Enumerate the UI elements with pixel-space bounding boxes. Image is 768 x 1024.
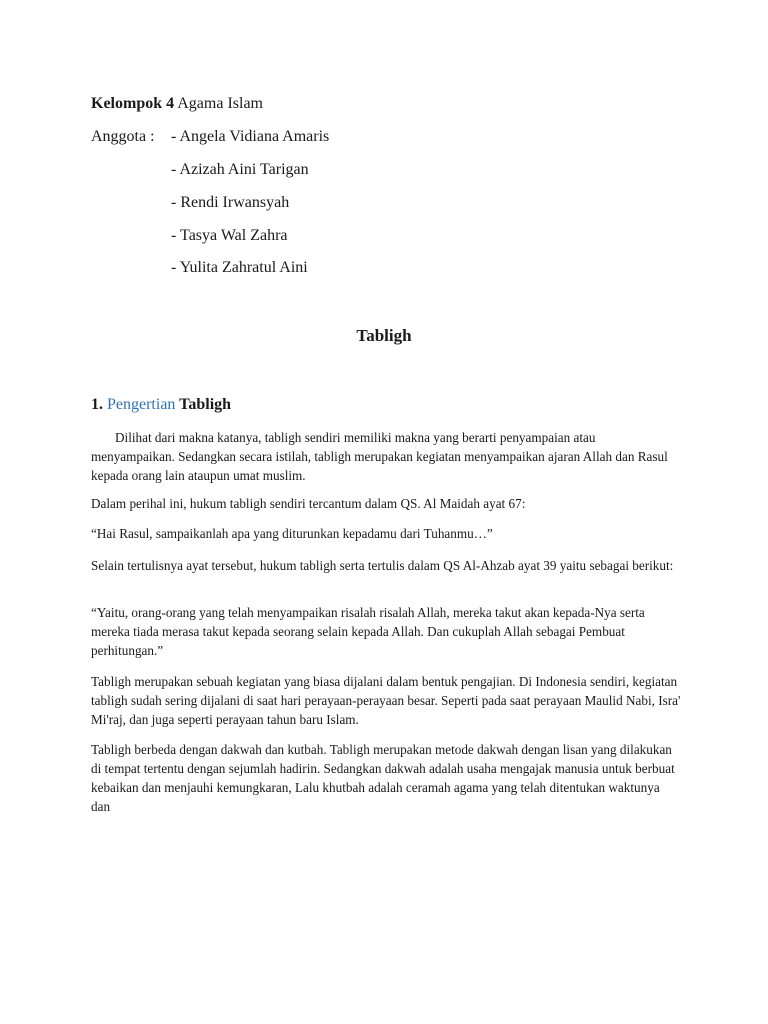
section-heading bbox=[91, 395, 231, 415]
section-heading-rest: Tabligh bbox=[179, 396, 232, 413]
member-item: - Angela Vidiana Amaris bbox=[171, 128, 330, 145]
paragraph-quote: “Yaitu, orang-orang yang telah menyampaikan risalah risalah Allah, mereka takut akan kepada-Nya serta mereka tiada merasa takut kepada seorang selain kepada Allah. Dan cukuplah Allah sebagai Pembuat perhitungan.” bbox=[91, 605, 645, 658]
paragraph: Tabligh merupakan sebuah kegiatan yang biasa dijalani dalam bentuk pengajian. Di Indonesia sendiri, kegiatan tabligh sudah sering dijalani di saat hari perayaan-perayaan besar. Seperti pada saat perayaan Maulid Nabi, Isra' Mi'raj, dan juga seperti perayaan tahun baru Islam. bbox=[91, 674, 681, 727]
group-line bbox=[91, 94, 263, 114]
member-item: - Rendi Irwansyah bbox=[171, 194, 290, 211]
members-label: Anggota : bbox=[91, 128, 155, 145]
section-accent-word: Pengertian bbox=[107, 396, 176, 413]
paragraph: Selain tertulisnya ayat tersebut, hukum tabligh serta tertulis dalam QS Al-Ahzab ayat 39 yaitu sebagai berikut: bbox=[91, 558, 674, 573]
section-number: 1. bbox=[91, 396, 103, 413]
member-item: - Azizah Aini Tarigan bbox=[171, 161, 309, 178]
paragraph: Dalam perihal ini, hukum tabligh sendiri tercantum dalam QS. Al Maidah ayat 67: bbox=[91, 496, 526, 511]
paragraph: Dilihat dari makna katanya, tabligh sendiri memiliki makna yang berarti penyampaian atau menyampaikan. Sedangkan secara istilah, tabligh merupakan kegiatan menyampaikan ajaran Allah dan Rasul kepada orang lain ataupun umat muslim. bbox=[91, 430, 668, 483]
document-title: Tabligh bbox=[356, 326, 412, 345]
subject-label: Agama Islam bbox=[177, 95, 263, 112]
paragraph: Tabligh berbeda dengan dakwah dan kutbah. Tabligh merupakan metode dakwah dengan lisan yang dilakukan di tempat tertentu dengan sejumlah hadirin. Sedangkan dakwah adalah usaha mengajak manusia untuk berbuat kebaikan dan menjauhi kemungkaran, Lalu khutbah adalah ceramah agama yang telah ditentukan waktunya dan bbox=[91, 742, 675, 814]
member-item: - Yulita Zahratul Aini bbox=[171, 259, 308, 276]
paragraph-quote: “Hai Rasul, sampaikanlah apa yang diturunkan kepadamu dari Tuhanmu…” bbox=[91, 526, 493, 541]
group-label: Kelompok 4 bbox=[91, 95, 175, 112]
member-item: - Tasya Wal Zahra bbox=[171, 227, 288, 244]
